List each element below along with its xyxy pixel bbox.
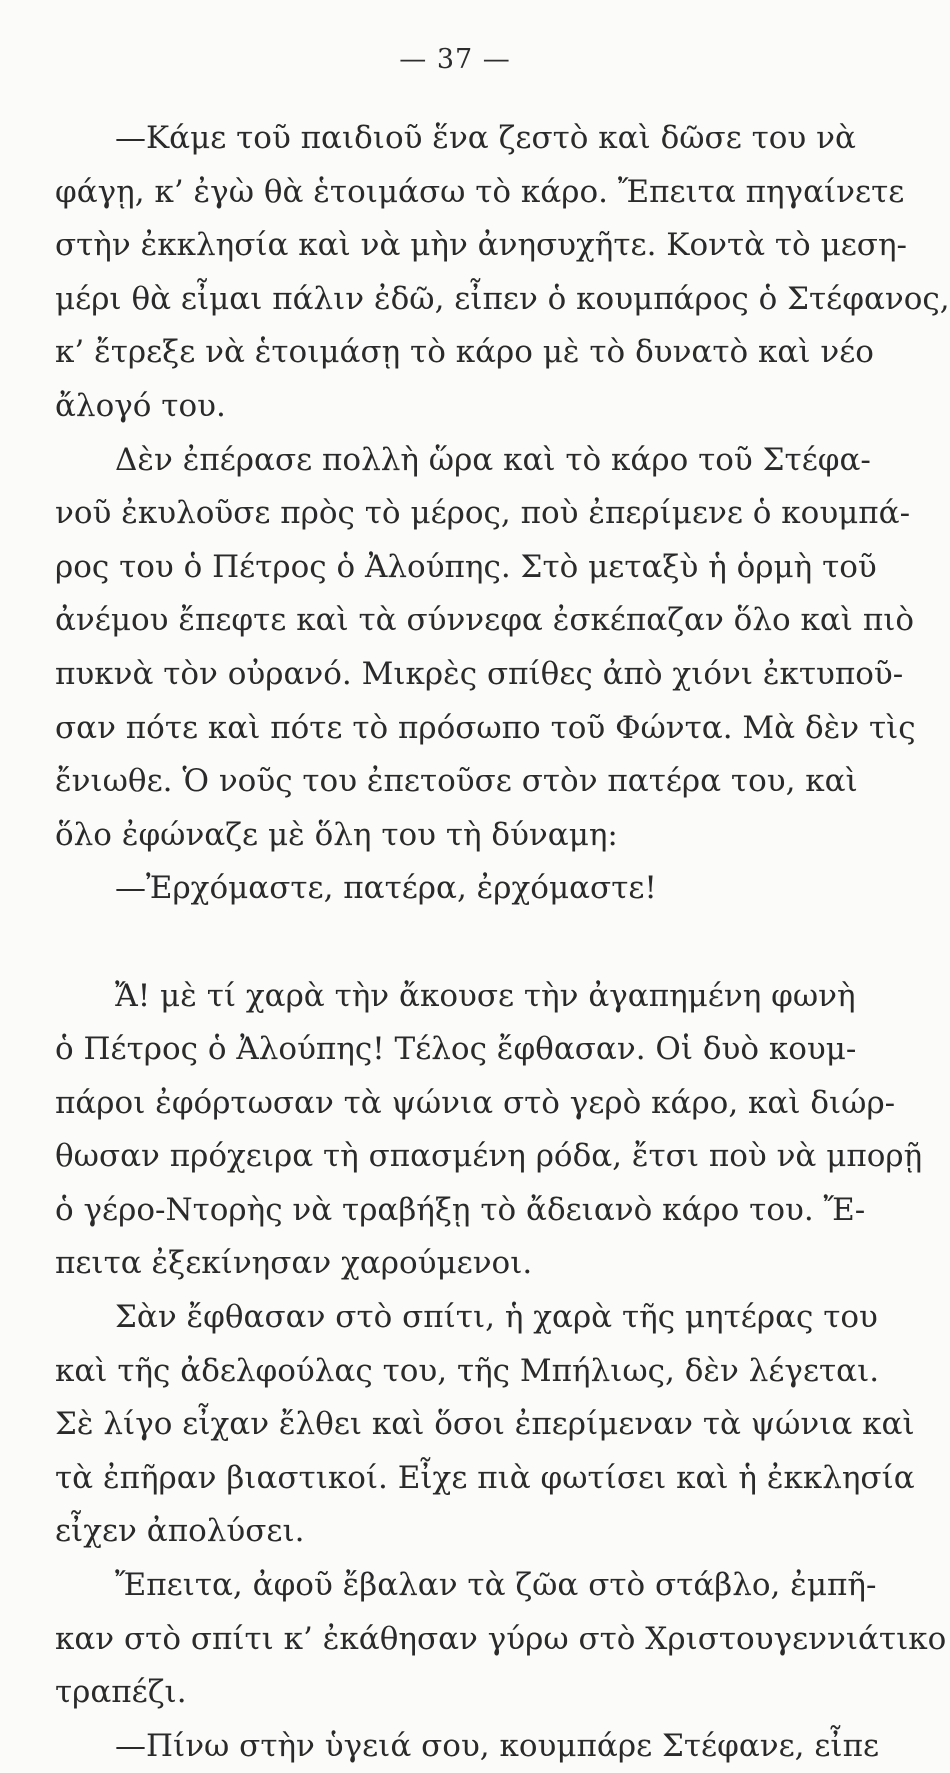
text-line: —Κάμε τοῦ παιδιοῦ ἕνα ζεστὸ καὶ δῶσε του νὰ <box>115 120 856 156</box>
text-line: —Πίνω στὴν ὑγειά σου, κουμπάρε Στέφανε, εἶπε <box>115 1727 880 1764</box>
text-line: Ἄ! μὲ τί χαρὰ τὴν ἄκουσε τὴν ἀγαπημένη φωνὴ <box>115 977 856 1014</box>
text-line: ρος του ὁ Πέτρος ὁ Ἀλούπης. Στὸ μεταξὺ ἡ ὁρμὴ τοῦ <box>55 548 877 585</box>
text-line: Σὰν ἔφθασαν στὸ σπίτι, ἡ χαρὰ τῆς μητέρας του <box>115 1299 878 1336</box>
text-line: σαν πότε καὶ πότε τὸ πρόσωπο τοῦ Φώντα. Μὰ δὲν τὶς <box>55 709 916 746</box>
text-line: καὶ τῆς ἀδελφούλας του, τῆς Μπήλιως, δὲν λέγεται. <box>55 1352 880 1389</box>
text-line: θωσαν πρόχειρα τὴ σπασμένη ρόδα, ἔτσι ποὺ νὰ μπορῇ <box>55 1138 923 1175</box>
text-line: πυκνὰ τὸν οὐρανό. Μικρὲς σπίθες ἀπὸ χιόνι ἐκτυποῦ- <box>55 655 904 692</box>
text-line: νοῦ ἐκυλοῦσε πρὸς τὸ μέρος, ποὺ ἐπερίμενε ὁ κουμπά- <box>55 495 911 532</box>
text-line: ὁ γέρο-Ντορὴς νὰ τραβήξῃ τὸ ἄδειανὸ κάρο του. Ἔ- <box>55 1191 866 1228</box>
blank-line <box>55 916 815 970</box>
text-line: ὁ Πέτρος ὁ Ἀλούπης! Τέλος ἔφθασαν. Οἱ δυὸ κουμ- <box>55 1031 857 1068</box>
text-line: κ’ ἔτρεξε νὰ ἑτοιμάσῃ τὸ κάρο μὲ τὸ δυνατὸ καὶ νέο <box>55 334 874 371</box>
text-line: καν στὸ σπίτι κ’ ἐκάθησαν γύρω στὸ Χριστουγεννιάτικο <box>55 1620 947 1657</box>
text-line: πειτα ἐξεκίνησαν χαρούμενοι. <box>55 1245 533 1282</box>
text-line: εἶχεν ἀπολύσει. <box>55 1513 305 1550</box>
text-line: Ἔπειτα, ἀφοῦ ἔβαλαν τὰ ζῶα στὸ στάβλο, ἐμπῆ- <box>115 1567 877 1604</box>
text-line: μέρι θὰ εἶμαι πάλιν ἐδῶ, εἶπεν ὁ κουμπάρος ὁ Στέφανος, <box>55 280 950 317</box>
text-line: φάγῃ, κ’ ἐγὼ θὰ ἑτοιμάσω τὸ κάρο. Ἔπειτα πηγαίνετε <box>55 173 905 210</box>
text-line: ὅλο ἐφώναζε μὲ ὅλη του τὴ δύναμη: <box>55 816 618 853</box>
text-line: ἔνιωθε. Ὁ νοῦς του ἐπετοῦσε στὸν πατέρα του, καὶ <box>55 763 858 800</box>
text-line: ἄλογό του. <box>55 387 226 424</box>
text-line: —Ἐρχόμαστε, πατέρα, ἐρχόμαστε! <box>115 870 657 907</box>
text-line: τὰ ἐπῆραν βιαστικοί. Εἶχε πιὰ φωτίσει καὶ ἡ ἐκκλησία <box>55 1459 915 1496</box>
text-line: Σὲ λίγο εἶχαν ἔλθει καὶ ὅσοι ἐπερίμεναν τὰ ψώνια καὶ <box>55 1406 915 1443</box>
text-line: Δὲν ἐπέρασε πολλὴ ὥρα καὶ τὸ κάρο τοῦ Στέφα- <box>115 441 871 478</box>
text-line: πάροι ἐφόρτωσαν τὰ ψώνια στὸ γερὸ κάρο, καὶ διώρ- <box>55 1084 896 1121</box>
text-line: στὴν ἐκκλησία καὶ νὰ μὴν ἀνησυχῆτε. Κοντὰ τὸ μεση- <box>55 227 907 264</box>
text-line: ἀνέμου ἔπεφτε καὶ τὰ σύννεφα ἐσκέπαζαν ὅλο καὶ πιὸ <box>55 602 915 639</box>
page-number: — 37 — <box>399 44 511 75</box>
text-line: τραπέζι. <box>55 1674 187 1711</box>
body-text <box>55 112 950 1773</box>
